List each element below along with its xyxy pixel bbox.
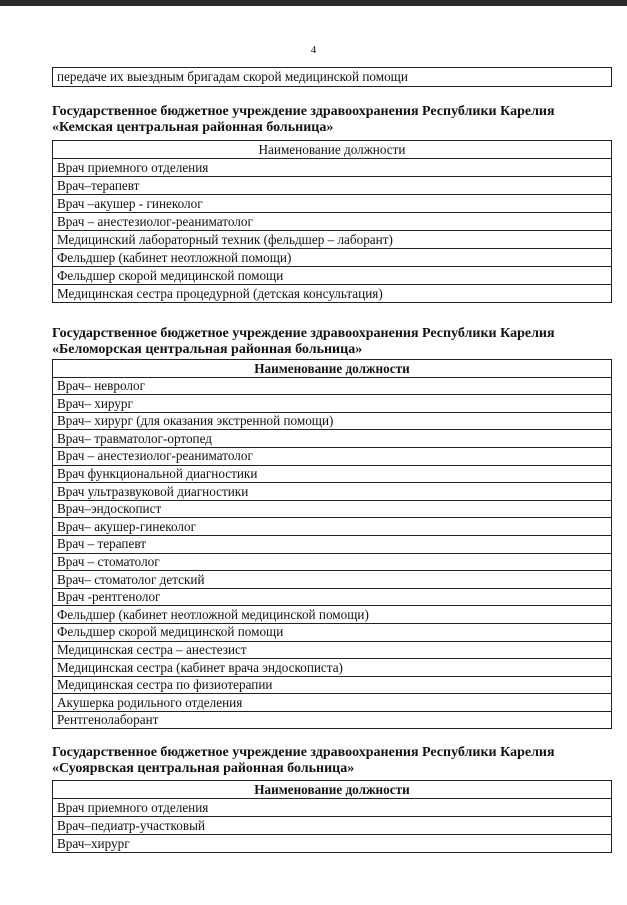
position-cell: Врач приемного отделения: [53, 159, 612, 177]
table-row: [53, 799, 612, 817]
table-header-row: [53, 781, 612, 799]
table-row: [53, 159, 612, 177]
table-row: [53, 285, 612, 303]
column-header: Наименование должности: [53, 781, 612, 799]
bel-hospital-heading: [52, 326, 617, 358]
table-row: [53, 835, 612, 853]
table-row: [53, 377, 612, 395]
position-cell: Врач– хирург (для оказания экстренной помощи): [53, 412, 612, 430]
position-cell: Медицинская сестра (кабинет врача эндоскописта): [53, 659, 612, 677]
table-row: [53, 500, 612, 518]
position-cell: Врач приемного отделения: [53, 799, 612, 817]
table-row: [53, 641, 612, 659]
table-row: [53, 447, 612, 465]
table-row: [53, 535, 612, 553]
kem-positions-table: [52, 140, 612, 303]
position-cell: Врач–педиатр-участковый: [53, 817, 612, 835]
table-row: [53, 518, 612, 536]
table-row: [53, 430, 612, 448]
position-cell: Фельдшер (кабинет неотложной медицинской помощи): [53, 606, 612, 624]
position-cell: Врач ультразвуковой диагностики: [53, 483, 612, 501]
bel-positions-table: [52, 359, 612, 729]
suo-positions-table: [52, 780, 612, 853]
table-row: [53, 195, 612, 213]
position-cell: Врач– акушер-гинеколог: [53, 518, 612, 536]
position-cell: Рентгенолаборант: [53, 711, 612, 729]
table-row: [53, 395, 612, 413]
position-cell: Врач–хирург: [53, 835, 612, 853]
table-row: [53, 465, 612, 483]
table-row: [53, 267, 612, 285]
position-cell: Фельдшер скорой медицинской помощи: [53, 267, 612, 285]
table-header-row: [53, 141, 612, 159]
table-row: [53, 571, 612, 589]
table-row: [53, 817, 612, 835]
position-cell: Врач -рентгенолог: [53, 588, 612, 606]
position-cell: Врач–эндоскопист: [53, 500, 612, 518]
table-row: [53, 659, 612, 677]
heading-line: «Кемская центральная районная больница»: [52, 120, 334, 135]
page-number: 4: [310, 44, 317, 56]
position-cell: Врач– стоматолог детский: [53, 571, 612, 589]
position-cell: Врач– невролог: [53, 377, 612, 395]
heading-line: Государственное бюджетное учреждение здравоохранения Республики Карелия: [52, 326, 555, 341]
table-row: [53, 68, 612, 87]
position-cell: Врач– травматолог-ортопед: [53, 430, 612, 448]
position-cell: Врач – анестезиолог-реаниматолог: [53, 447, 612, 465]
table-row: [53, 711, 612, 729]
carry-over-text: передаче их выездным бригадам скорой медицинской помощи: [53, 68, 612, 87]
column-header: Наименование должности: [53, 360, 612, 378]
position-cell: Врач –акушер - гинеколог: [53, 195, 612, 213]
heading-line: Государственное бюджетное учреждение здравоохранения Республики Карелия: [52, 104, 555, 119]
position-cell: Врач функциональной диагностики: [53, 465, 612, 483]
table-row: [53, 231, 612, 249]
table-row: [53, 606, 612, 624]
heading-line: «Беломорская центральная районная больница»: [52, 342, 363, 357]
table-row: [53, 213, 612, 231]
table-row: [53, 676, 612, 694]
suo-hospital-heading: [52, 745, 617, 777]
position-cell: Акушерка родильного отделения: [53, 694, 612, 712]
table-row: [53, 553, 612, 571]
heading-line: Государственное бюджетное учреждение здравоохранения Республики Карелия: [52, 745, 555, 760]
table-header-row: [53, 360, 612, 378]
carry-over-table: [52, 67, 612, 87]
table-row: [53, 483, 612, 501]
position-cell: Медицинская сестра процедурной (детская консультация): [53, 285, 612, 303]
position-cell: Медицинская сестра по физиотерапии: [53, 676, 612, 694]
position-cell: Врач– хирург: [53, 395, 612, 413]
table-row: [53, 623, 612, 641]
position-cell: Фельдшер (кабинет неотложной помощи): [53, 249, 612, 267]
table-row: [53, 177, 612, 195]
position-cell: Врач – стоматолог: [53, 553, 612, 571]
kem-hospital-heading: [52, 104, 617, 136]
position-cell: Врач–терапевт: [53, 177, 612, 195]
heading-line: «Суоярвская центральная районная больница»: [52, 761, 355, 776]
table-row: [53, 249, 612, 267]
scan-top-edge: [0, 0, 627, 6]
table-row: [53, 412, 612, 430]
position-cell: Медицинский лабораторный техник (фельдшер – лаборант): [53, 231, 612, 249]
table-row: [53, 694, 612, 712]
position-cell: Медицинская сестра – анестезист: [53, 641, 612, 659]
position-cell: Фельдшер скорой медицинской помощи: [53, 623, 612, 641]
position-cell: Врач – анестезиолог-реаниматолог: [53, 213, 612, 231]
position-cell: Врач – терапевт: [53, 535, 612, 553]
table-row: [53, 588, 612, 606]
column-header: Наименование должности: [53, 141, 612, 159]
